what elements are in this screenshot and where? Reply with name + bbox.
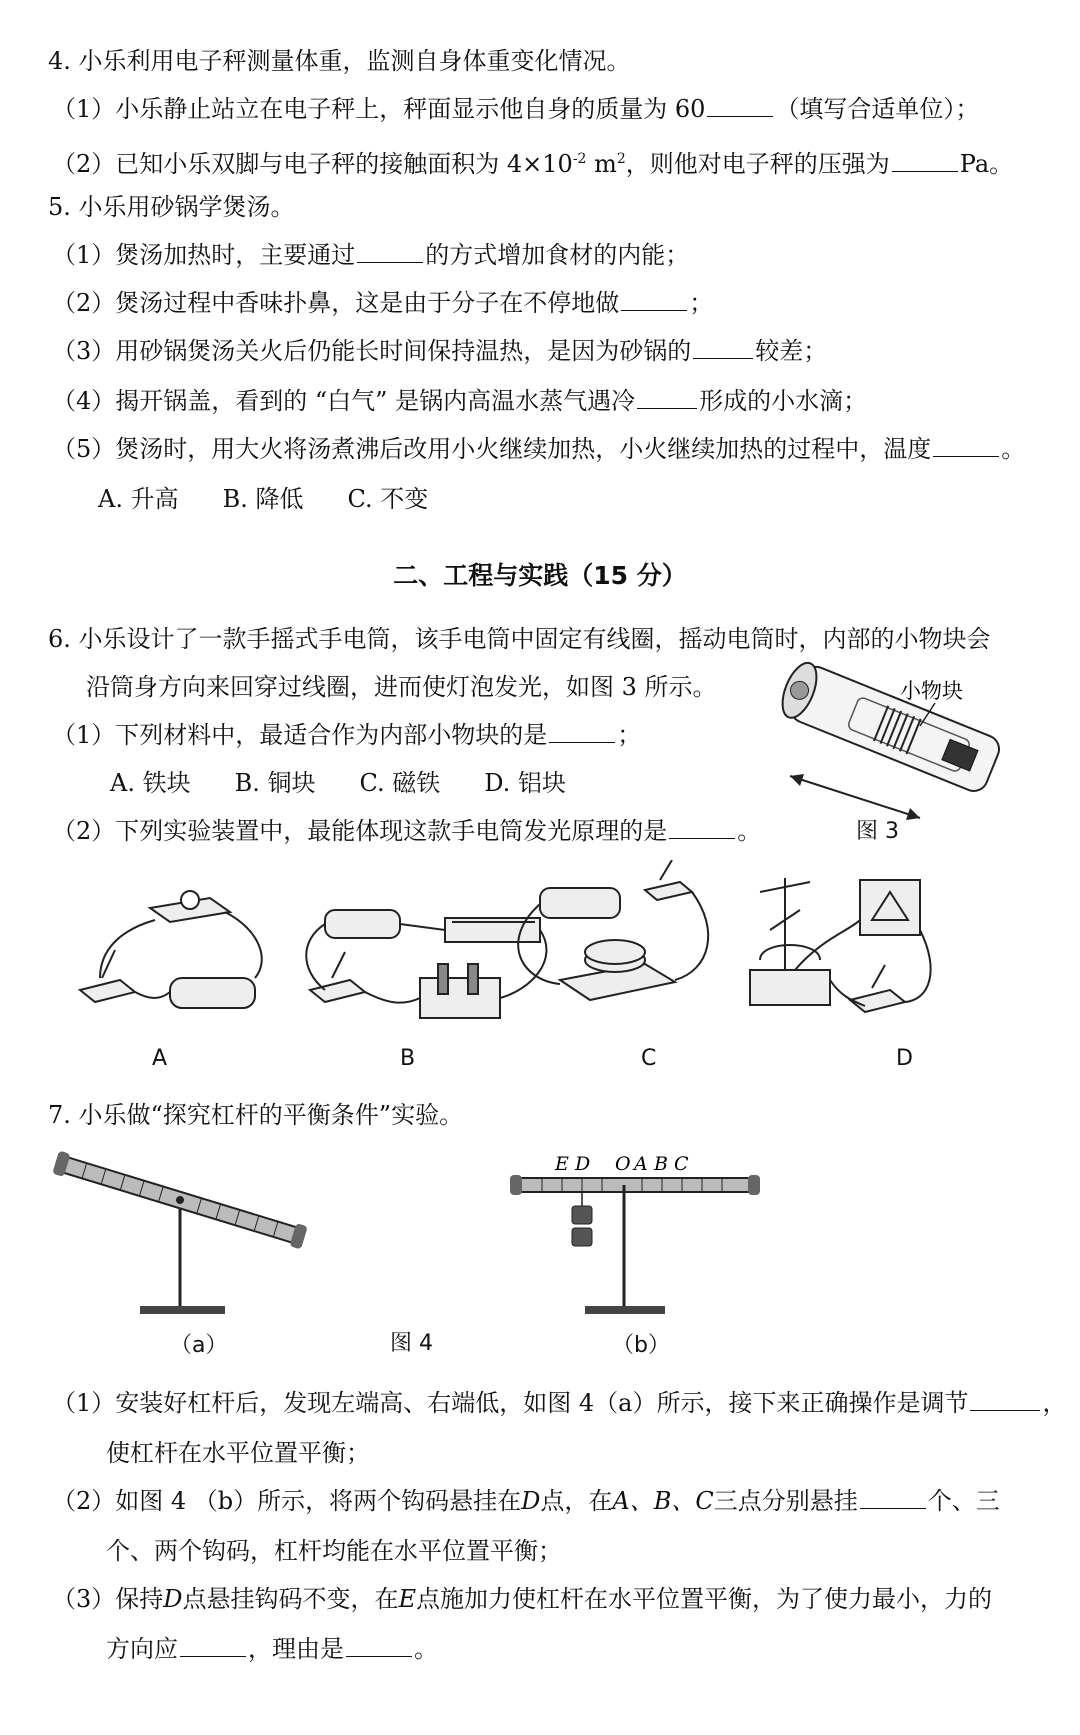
answer-blank[interactable]: [933, 432, 999, 457]
lever-figure-a: [40, 1140, 330, 1320]
q5-stem: 5. 小乐用砂锅学煲汤。: [48, 193, 295, 221]
answer-blank[interactable]: [549, 718, 615, 743]
q4-stem: 4. 小乐利用电子秤测量体重，监测自身体重变化情况。: [48, 47, 631, 75]
q7-part2-cont: 个、两个钩码，杠杆均能在水平位置平衡；: [106, 1537, 562, 1565]
answer-blank[interactable]: [637, 384, 697, 409]
q5-part3: （3）用砂锅煲汤关火后仍能长时间保持温热，是因为砂锅的 较差；: [52, 334, 827, 368]
q4-part2: （2）已知小乐双脚与电子秤的接触面积为 $4\times 10^{-2}$ $m^2$，则他对电子秤的压强为 Pa。: [52, 142, 1013, 181]
q6-stem-line2: 沿筒身方向来回穿过线圈，进而使灯泡发光，如图 3 所示。: [86, 673, 717, 701]
point-label-a: A: [634, 1153, 648, 1175]
figure3-caption: 图 3: [856, 819, 899, 844]
answer-blank[interactable]: [621, 286, 687, 311]
q5-part2: （2）煲汤过程中香味扑鼻，这是由于分子在不停地做 ；: [52, 286, 713, 320]
q6-part1: （1）下列材料中，最适合作为内部小物块的是 ；: [52, 718, 641, 752]
apparatus-c: [518, 860, 708, 1000]
hook-weight: [572, 1228, 592, 1246]
figure4a-caption: （a）: [170, 1333, 228, 1358]
q7-stem: 7. 小乐做“探究杠杆的平衡条件”实验。: [48, 1101, 464, 1129]
option-c[interactable]: C. 不变: [347, 485, 429, 513]
option-a[interactable]: A. 铁块: [110, 769, 191, 797]
answer-blank[interactable]: [346, 1632, 412, 1657]
q6-stem-line1: 6. 小乐设计了一款手摇式手电筒，该手电筒中固定有线圈，摇动电筒时，内部的小物块会: [48, 625, 991, 653]
q7-part3: （3）保持D点悬挂钩码不变，在E点施加力使杠杆在水平位置平衡，为了使力最小，力的: [52, 1585, 993, 1613]
option-a[interactable]: A. 升高: [98, 485, 179, 513]
apparatus-b: [306, 910, 546, 1018]
answer-blank[interactable]: [860, 1484, 926, 1509]
apparatus-label-a[interactable]: A: [152, 1046, 168, 1071]
point-label-c: C: [674, 1153, 689, 1175]
q5-part1: （1）煲汤加热时，主要通过 的方式增加食材的内能；: [52, 238, 689, 272]
lever-figure-b: [500, 1148, 780, 1323]
q7-part1: （1）安装好杠杆后，发现左端高、右端低，如图 4（a）所示，接下来正确操作是调节 ，: [52, 1386, 1066, 1420]
option-b[interactable]: B. 铜块: [234, 769, 316, 797]
answer-blank[interactable]: [892, 147, 958, 172]
answer-blank[interactable]: [669, 814, 735, 839]
point-label-d: D: [575, 1153, 591, 1175]
figure4b-caption: （b）: [612, 1333, 670, 1358]
q4-part1: （1）小乐静止站立在电子秤上，秤面显示他自身的质量为 60 （填写合适单位）；: [52, 92, 979, 126]
q6-part2: （2）下列实验装置中，最能体现这款手电筒发光原理的是 。: [52, 814, 761, 848]
answer-blank[interactable]: [970, 1386, 1040, 1411]
q7-part1-cont: 使杠杆在水平位置平衡；: [106, 1439, 370, 1467]
hook-weight: [572, 1206, 592, 1224]
answer-blank[interactable]: [693, 334, 753, 359]
apparatus-label-d[interactable]: D: [896, 1046, 913, 1071]
apparatus-a: [80, 891, 262, 1008]
q5-part4: （4）揭开锅盖，看到的 “白气” 是锅内高温水蒸气遇冷 形成的小水滴；: [52, 384, 867, 418]
small-block-label: 小物块: [900, 679, 963, 703]
apparatus-d: [750, 878, 931, 1012]
apparatus-label-c[interactable]: C: [641, 1046, 657, 1071]
point-label-o: O: [615, 1153, 631, 1175]
q7-part2: （2）如图 4 （b）所示，将两个钩码悬挂在D点，在A、B、C三点分别悬挂 个、三: [52, 1484, 1000, 1518]
figure4-caption: 图 4: [390, 1331, 433, 1356]
option-c[interactable]: C. 磁铁: [359, 769, 441, 797]
point-label-e: E: [555, 1153, 569, 1175]
apparatus-label-b[interactable]: B: [400, 1046, 416, 1071]
apparatus-row: [60, 860, 1020, 1030]
option-b[interactable]: B. 降低: [222, 485, 304, 513]
section-title: 二、工程与实践（15 分）: [393, 561, 687, 590]
q7-part3-cont: 方向应 ，理由是 。: [106, 1632, 438, 1666]
answer-blank[interactable]: [180, 1632, 246, 1657]
answer-blank[interactable]: [707, 92, 773, 117]
answer-blank[interactable]: [357, 238, 423, 263]
q6-options: [110, 766, 610, 800]
point-label-b: B: [654, 1153, 668, 1175]
option-d[interactable]: D. 铝块: [484, 769, 566, 797]
q5-options: [98, 482, 472, 516]
q5-part5: （5）煲汤时，用大火将汤煮沸后改用小火继续加热，小火继续加热的过程中，温度 。: [52, 432, 1025, 466]
flashlight-figure: [770, 658, 1020, 828]
